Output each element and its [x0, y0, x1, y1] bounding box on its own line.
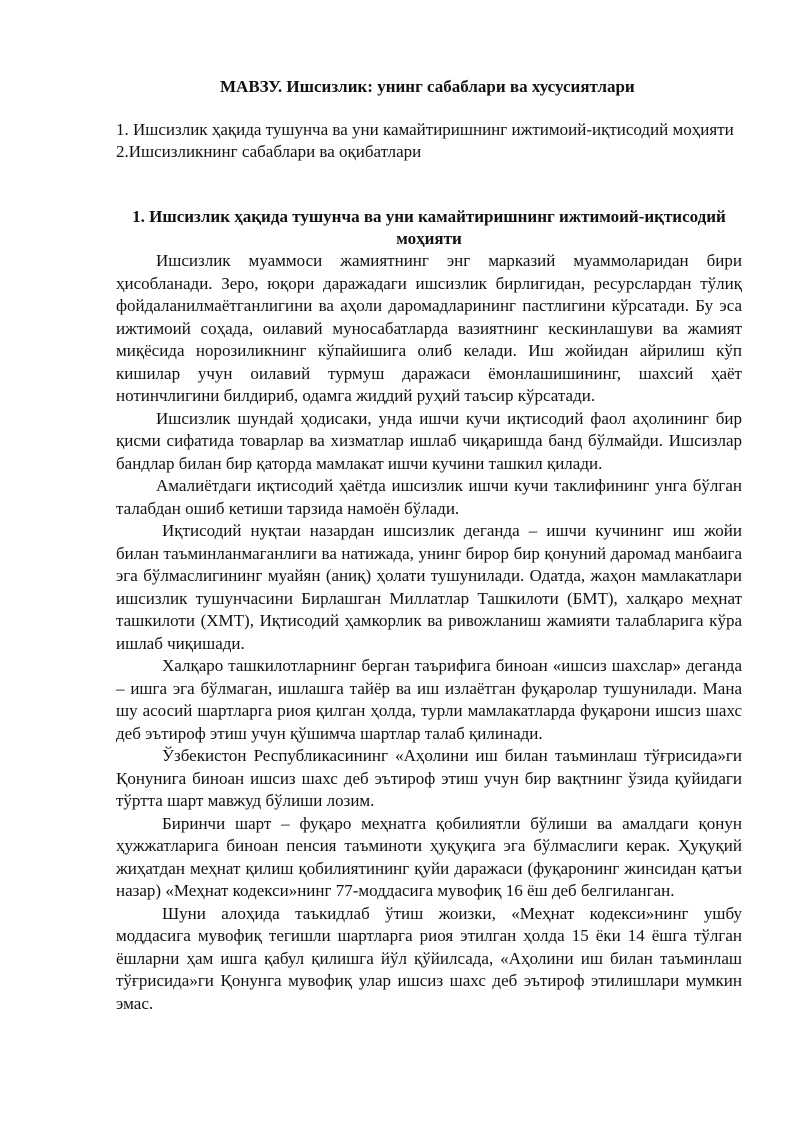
paragraph-7: Биринчи шарт – фуқаро меҳнатга қобилиятли бўлиши ва амалдаги қонун ҳужжатларига биноан пенсия таъминоти ҳуқуқига эга бўлмаслиги керак. Ҳуқуқий жиҳатдан меҳнат қилиш қобилиятининг қуйи даражаси (фуқаронинг жинсидан қатъи назар) «Меҳнат кодекси»нинг 77-моддасига мувофиқ 16 ёш деб белгиланган. [116, 813, 742, 900]
table-of-contents [116, 119, 742, 163]
paragraph-2: Ишсизлик шундай ҳодисаки, унда ишчи кучи иқтисодий фаол аҳолининг бир қисми сифатида товарлар ва хизматлар ишлаб чиқаришда банд бўлмайди. Ишсизлар бандлар билан бир қаторда мамлакат ишчи кучини ташкил қилади. [116, 408, 742, 473]
section-heading: 1. Ишсизлик ҳақида тушунча ва уни камайтиришнинг ижтимоий-иқтисодий моҳияти [132, 207, 726, 248]
paragraph-1: Ишсизлик муаммоси жамиятнинг энг марказий муаммоларидан бири ҳисобланади. Зеро, юқори даражадаги ишсизлик бирлигидан, ресурслардан тўлиқ фойдаланилмаётганлигини ва аҳоли даромадларининг пастлигини кўрсатади. Бу эса ижтимоий соҳада, оилавий муносабатларда вазиятнинг кескинлашуви ва жамият миқёсида норозиликнинг кўпайишига олиб келади. Иш жойидан айрилиш кўп кишилар учун оилавий турмуш даражаси ёмонлашишининг, шахсий ҳаёт нотинчлигини билдириб, одамга жиддий руҳий таъсир кўрсатади. [116, 251, 742, 405]
paragraph-4: Иқтисодий нуқтаи назардан ишсизлик деганда – ишчи кучининг иш жойи билан таъминланмаганлиги ва натижада, унинг бирор бир қонуний даромад манбаига эга бўлмаслигининг муайян (аниқ) ҳолати тушунилади. Одатда, жаҳон мамлакатлари ишсизлик тушунчасини Бирлашган Миллатлар Ташкилоти (БМТ), халқаро меҳнат ташкилоти (ХМТ), Иқтисодий ҳамкорлик ва ривожланиш жамияти талабларига кўра ишлаб чиқишади. [116, 521, 742, 653]
paragraph-8: Шуни алоҳида таъкидлаб ўтиш жоизки, «Меҳнат кодекси»нинг ушбу моддасига мувофиқ тегишли шартларга риоя этилган ҳолда 15 ёки 14 ёшга тўлган ёшларни ҳам ишга қабул қилишга йўл қўйилсада, «Аҳолини иш билан таъминлаш тўғрисида»ги Қонунга мувофиқ улар ишсиз шахс деб эътироф этилишлари мумкин эмас. [116, 903, 742, 1013]
paragraph-5: Халқаро ташкилотларнинг берган таърифига биноан «ишсиз шахслар» деганда – ишга эга бўлмаган, ишлашга тайёр ва иш излаётган фуқаролар тушунилади. Мана шу асосий шартларга риоя қилган ҳолда, турли мамлакатларда фуқарони ишсиз шахс деб эътироф этиш учун қўшимча шартлар талаб қилинади. [116, 656, 742, 743]
toc-item-1: 1. Ишсизлик ҳақида тушунча ва уни камайтиришнинг ижтимоий-иқтисодий моҳияти [116, 120, 734, 139]
toc-item-2: 2.Ишсизликнинг сабаблари ва оқибатлари [116, 142, 422, 161]
paragraph-3: Амалиётдаги иқтисодий ҳаётда ишсизлик ишчи кучи таклифининг унга бўлган талабдан ошиб кетиши тарзида намоён бўлади. [116, 476, 742, 518]
paragraph-6: Ўзбекистон Республикасининг «Аҳолини иш билан таъминлаш тўғрисида»ги Қонунига биноан ишсиз шахс деб эътироф этиш учун бир вақтнинг ўзида қуйидаги тўртта шарт мавжуд бўлиши лозим. [116, 746, 742, 810]
document-body [116, 250, 742, 1015]
page-title: МАВЗУ. Ишсизлик: унинг сабаблари ва хусусиятлари [220, 77, 635, 96]
